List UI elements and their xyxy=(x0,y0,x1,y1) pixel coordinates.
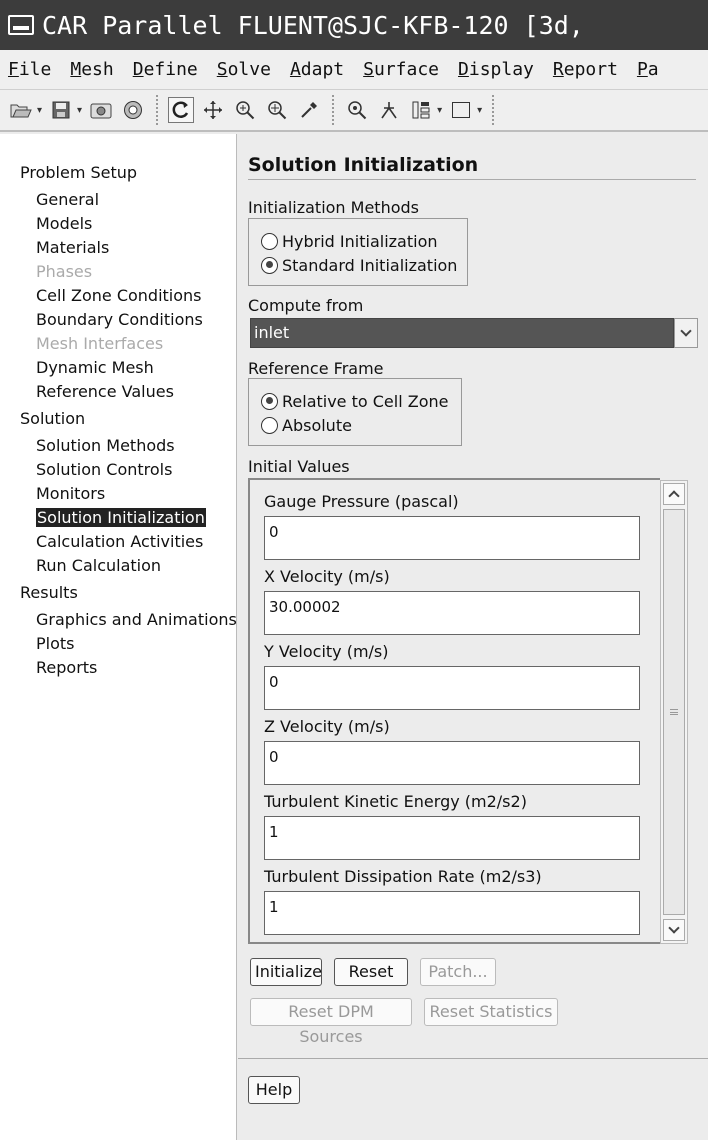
initialize-button[interactable]: Initialize xyxy=(250,958,322,986)
radio-label: Absolute xyxy=(282,415,352,435)
tree-item-phases xyxy=(0,260,236,284)
initial-value-field xyxy=(264,867,640,935)
tree-item-solution-methods[interactable] xyxy=(0,434,236,458)
menu-label: olve xyxy=(227,59,271,80)
radio-button[interactable] xyxy=(261,257,278,274)
tree-item-label: Plots xyxy=(36,634,75,653)
field-label: X Velocity (m/s) xyxy=(264,567,390,586)
tree-item-reports[interactable] xyxy=(0,656,236,680)
menu-mnemonic: D xyxy=(132,59,144,80)
open-icon[interactable] xyxy=(8,97,34,123)
reference-frame-group xyxy=(248,378,462,446)
menu-solve[interactable] xyxy=(209,59,282,80)
page-title: Solution Initialization xyxy=(248,154,696,180)
menu-report[interactable] xyxy=(545,59,629,80)
field-label: Turbulent Dissipation Rate (m2/s3) xyxy=(264,867,542,886)
tree-item-plots[interactable] xyxy=(0,632,236,656)
radio-label: Hybrid Initialization xyxy=(282,231,438,251)
value-input[interactable]: 30.00002 xyxy=(264,591,640,635)
tree-item-label: Models xyxy=(36,214,93,233)
menu-mnemonic: S xyxy=(216,59,228,80)
tree-item-label: Solution Controls xyxy=(36,460,173,479)
pan-icon[interactable] xyxy=(200,97,226,123)
menu-file[interactable] xyxy=(0,59,62,80)
scrollbar-thumb[interactable] xyxy=(663,509,685,915)
menu-label: efine xyxy=(143,59,198,80)
tree-item-run-calculation[interactable] xyxy=(0,554,236,578)
menu-mnemonic: D xyxy=(458,59,469,80)
open-dropdown-icon[interactable]: ▾ xyxy=(37,104,43,116)
compute-from-label: Compute from xyxy=(248,296,364,315)
tree-item-label: General xyxy=(36,190,100,209)
tree-group-problem-setup[interactable]: Problem Setup xyxy=(20,163,138,182)
tree-item-graphics-and-animations[interactable] xyxy=(0,608,236,632)
tree-item-label: Calculation Activities xyxy=(36,532,204,551)
menu-pa[interactable] xyxy=(629,59,670,80)
solution-initialization-panel xyxy=(238,134,708,1140)
radio-label: Relative to Cell Zone xyxy=(282,391,449,411)
value-input[interactable]: 0 xyxy=(264,516,640,560)
initial-value-field xyxy=(264,492,640,560)
compute-from-select[interactable]: inlet xyxy=(250,318,674,348)
zoom-to-fit-icon[interactable] xyxy=(264,97,290,123)
menu-adapt[interactable] xyxy=(282,59,355,80)
tree-item-solution-initialization[interactable] xyxy=(0,506,236,530)
help-icon[interactable] xyxy=(120,97,146,123)
initialization-methods-label: Initialization Methods xyxy=(248,198,419,217)
save-icon[interactable] xyxy=(48,97,74,123)
layout-dropdown-icon[interactable]: ▾ xyxy=(437,104,443,116)
menu-mnemonic: A xyxy=(289,59,301,80)
layout-icon[interactable] xyxy=(408,97,434,123)
tree-item-label: Materials xyxy=(36,238,110,257)
window-icon[interactable] xyxy=(448,97,474,123)
initial-value-field xyxy=(264,717,640,785)
menu-surface[interactable] xyxy=(355,59,450,80)
window-dropdown-icon[interactable]: ▾ xyxy=(477,104,483,116)
reset-dpm-sources-button[interactable]: Reset DPM Sources xyxy=(250,998,412,1026)
tree-item-label: Graphics and Animations xyxy=(36,610,237,629)
menu-bar xyxy=(0,50,708,90)
relative-to-cell-zone-radio[interactable] xyxy=(261,389,461,413)
tree-item-label: Dynamic Mesh xyxy=(36,358,154,377)
menu-label: eport xyxy=(563,59,618,80)
zoom-icon[interactable] xyxy=(232,97,258,123)
tree-item-label: Monitors xyxy=(36,484,106,503)
tree-item-boundary-conditions[interactable] xyxy=(0,308,236,332)
tree-group-solution[interactable]: Solution xyxy=(20,409,86,428)
reset-statistics-button[interactable]: Reset Statistics xyxy=(424,998,558,1026)
tree-item-solution-controls[interactable] xyxy=(0,458,236,482)
save-dropdown-icon[interactable]: ▾ xyxy=(77,104,83,116)
app-icon[interactable] xyxy=(8,15,34,35)
tree-item-label: Mesh Interfaces xyxy=(36,334,164,353)
tree-item-models[interactable] xyxy=(0,212,236,236)
menu-define[interactable] xyxy=(125,59,209,80)
menu-label: isplay xyxy=(468,59,534,80)
menu-label: urface xyxy=(374,59,440,80)
reset-button[interactable]: Reset xyxy=(334,958,408,986)
tree-item-monitors[interactable] xyxy=(0,482,236,506)
tree-item-mesh-interfaces xyxy=(0,332,236,356)
menu-mnemonic: M xyxy=(70,59,82,80)
initial-value-field xyxy=(264,567,640,635)
toolbar-separator xyxy=(332,95,334,125)
field-label: Gauge Pressure (pascal) xyxy=(264,492,459,511)
radio-button[interactable] xyxy=(261,417,278,434)
window-title: CAR Parallel FLUENT@SJC-KFB-120 [3d, xyxy=(42,10,584,40)
tree-item-cell-zone-conditions[interactable] xyxy=(0,284,236,308)
tree-item-label: Phases xyxy=(36,262,93,281)
scrollbar[interactable] xyxy=(660,480,688,944)
toolbar-separator xyxy=(156,95,158,125)
tree-item-materials[interactable] xyxy=(0,236,236,260)
radio-button[interactable] xyxy=(261,233,278,250)
tree-item-calculation-activities[interactable] xyxy=(0,530,236,554)
reference-frame-label: Reference Frame xyxy=(248,359,384,378)
probe-icon[interactable] xyxy=(296,97,322,123)
menu-label: ile xyxy=(18,59,52,80)
divider xyxy=(238,1058,708,1059)
menu-label: esh xyxy=(81,59,114,80)
zoom-box-icon[interactable] xyxy=(344,97,370,123)
menu-label: dapt xyxy=(300,59,345,80)
tree-item-label: Run Calculation xyxy=(36,556,162,575)
radio-button[interactable] xyxy=(261,393,278,410)
absolute-radio[interactable] xyxy=(261,413,461,437)
initialization-methods-group xyxy=(248,218,468,286)
scroll-down-icon[interactable] xyxy=(663,919,685,941)
tree-item-label: Cell Zone Conditions xyxy=(36,286,202,305)
hybrid-initialization-radio[interactable] xyxy=(261,229,467,253)
field-label: Turbulent Kinetic Energy (m2/s2) xyxy=(264,792,527,811)
value-input[interactable]: 1 xyxy=(264,816,640,860)
menu-display[interactable] xyxy=(450,59,545,80)
initial-values-list xyxy=(248,478,660,944)
tree-item-dynamic-mesh[interactable] xyxy=(0,356,236,380)
tree-item-label: Reports xyxy=(36,658,98,677)
value-input[interactable]: 1 xyxy=(264,891,640,935)
toolbar xyxy=(0,90,708,132)
chevron-down-icon[interactable] xyxy=(674,318,698,348)
initial-value-field xyxy=(264,642,640,710)
menu-mnemonic: F xyxy=(8,59,19,80)
tree-item-label: Solution Initialization xyxy=(37,508,205,527)
views-icon[interactable] xyxy=(376,97,402,123)
value-input[interactable]: 0 xyxy=(264,666,640,710)
menu-mnemonic: R xyxy=(552,59,564,80)
scroll-up-icon[interactable] xyxy=(663,483,685,505)
navigation-tree xyxy=(0,134,237,1140)
menu-mnemonic: P xyxy=(636,59,648,80)
help-button[interactable]: Help xyxy=(248,1076,300,1104)
menu-mesh[interactable] xyxy=(62,59,124,80)
snapshot-icon[interactable] xyxy=(88,97,114,123)
tree-item-general[interactable] xyxy=(0,188,236,212)
tree-item-label: Reference Values xyxy=(36,382,174,401)
value-input[interactable]: 0 xyxy=(264,741,640,785)
initial-value-field xyxy=(264,792,640,860)
radio-label: Standard Initialization xyxy=(282,255,458,275)
field-label: Y Velocity (m/s) xyxy=(264,642,389,661)
tree-item-reference-values[interactable] xyxy=(0,380,236,404)
standard-initialization-radio[interactable] xyxy=(261,253,467,277)
tree-group-results[interactable]: Results xyxy=(20,583,78,602)
tree-item-label: Solution Methods xyxy=(36,436,175,455)
field-label: Z Velocity (m/s) xyxy=(264,717,390,736)
menu-label: a xyxy=(647,59,659,80)
rotate-icon[interactable] xyxy=(168,97,194,123)
menu-mnemonic: S xyxy=(363,59,374,80)
patch-button[interactable]: Patch... xyxy=(420,958,496,986)
tree-item-label: Boundary Conditions xyxy=(36,310,203,329)
title-bar xyxy=(0,0,708,50)
initial-values-label: Initial Values xyxy=(248,457,350,476)
toolbar-separator xyxy=(492,95,494,125)
